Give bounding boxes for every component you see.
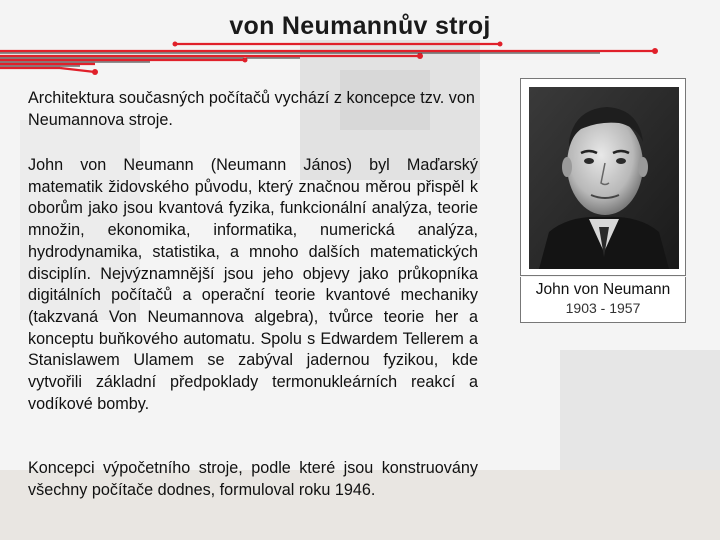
caption-years: 1903 - 1957	[565, 300, 641, 316]
slide-title: von Neumannův stroj	[229, 12, 491, 40]
caption-name: John von Neumann	[535, 281, 671, 298]
intro-paragraph: Architektura současných počítačů vychází z koncepce tzv. von Neumannova stroje.	[28, 89, 475, 129]
portrait-frame	[520, 78, 686, 276]
portrait-caption	[520, 277, 686, 323]
concept-paragraph: Koncepci výpočetního stroje, podle které jsou konstruovány všechny počítače dodnes, formuloval roku 1946.	[28, 459, 478, 499]
biography-paragraph: John von Neumann (Neumann János) byl Maďarský matematik židovského původu, který značnou měrou přispěl k oborům jako jsou kvantová fyzika, funkcionální analýza, teorie množin, ekonomika, informatika, numerická analýza, hydrodynamika, statistika, a mnoho dalších matematických disciplín. Nejvýznamnější jsou jeho objevy jako průkopníka digitálních počítačů a operační teorie kvantové mechaniky (takzvaná Von Neumannova algebra), tvůrce teorie her a konceptu buňkového automatu. Spolu s Edwardem Tellerem a Stanislawem Ulamem se zabýval jadernou fyzikou, kde vytvořili základní předpoklady termonukleárních reakcí a vodíkové bomby.	[28, 156, 478, 413]
portrait-photo	[529, 87, 679, 269]
